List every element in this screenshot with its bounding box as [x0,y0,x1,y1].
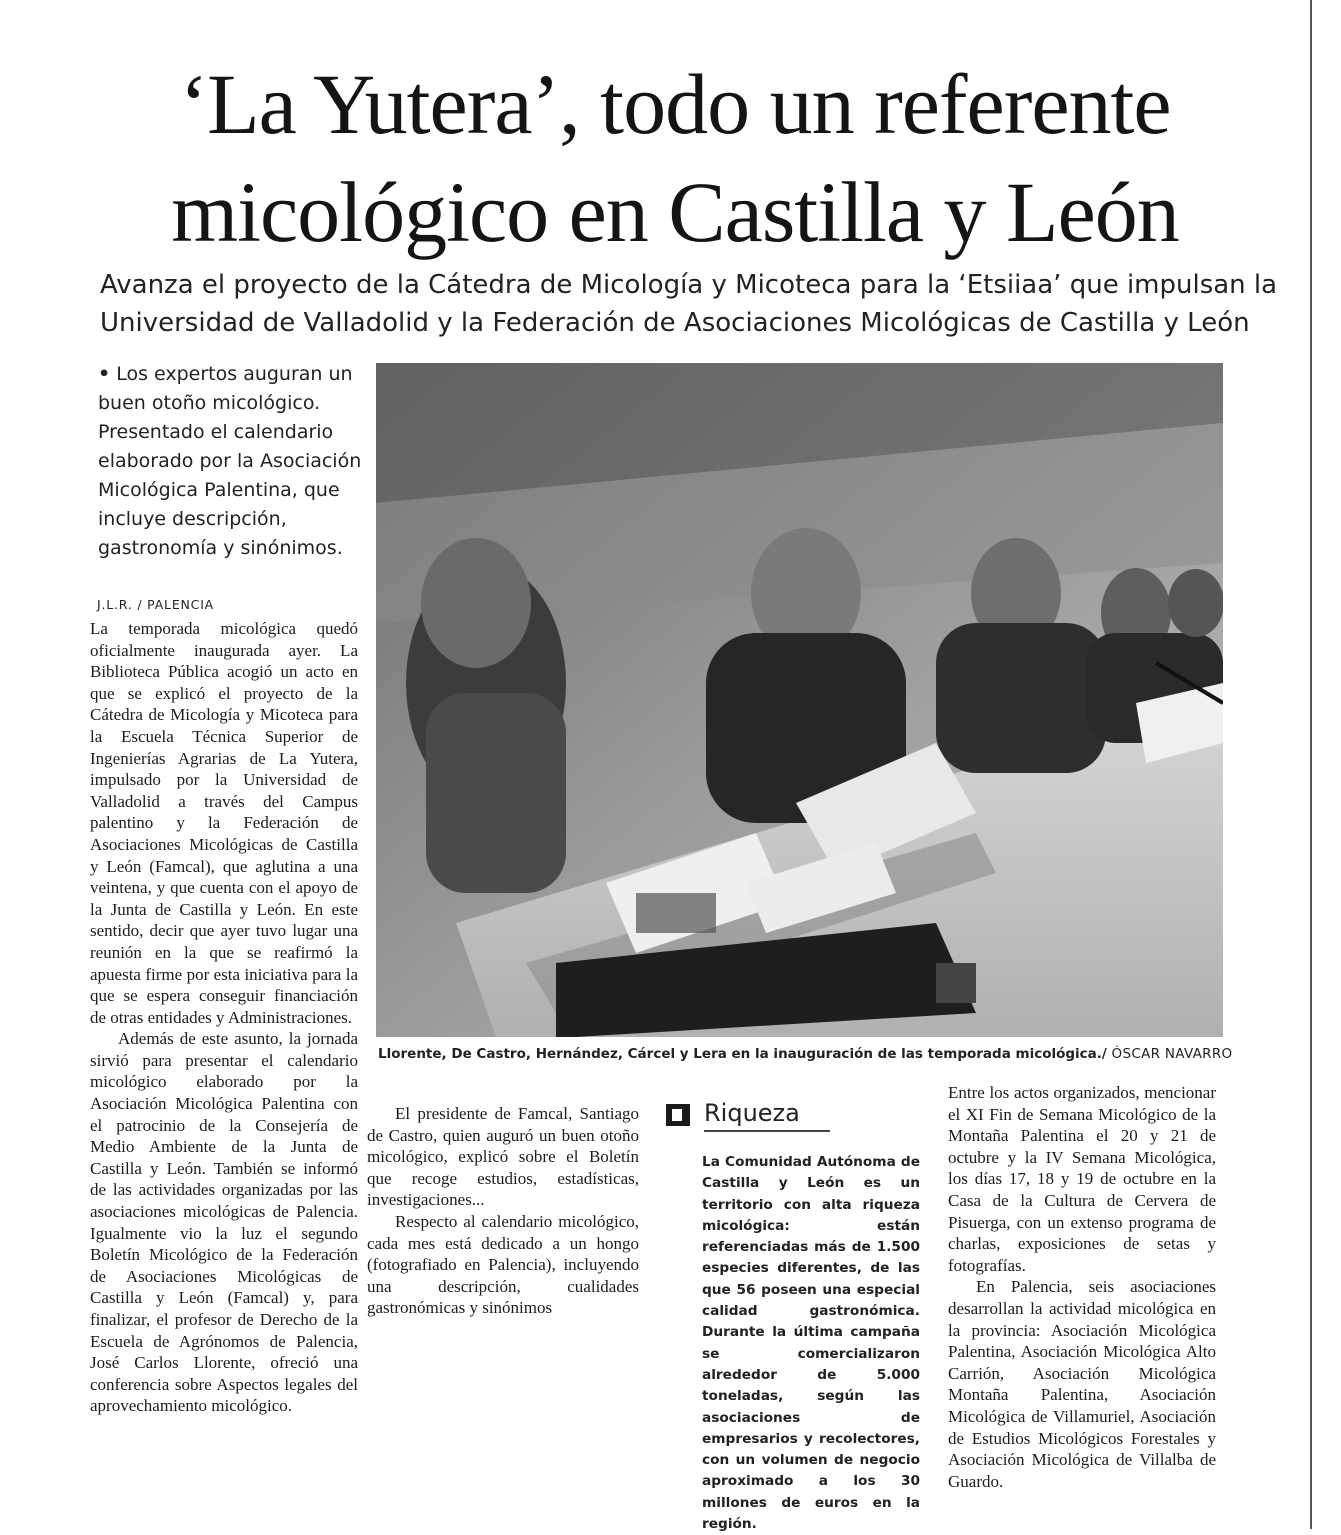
headline-line-1: ‘La Yutera’, todo un referente [179,56,1171,152]
article-paragraph-6: En Palencia, seis asociaciones desarrollan la actividad micológica en la provincia: Asociación Micológica Palentina, Asociación Micológica Alto Carrión, Asociación Micológica Montaña Palentina, Asociación Micológica de Villamuriel, Asociación de Estudios Micológicos Forestales y Asociación Micológica de Villalba de Guardo. [948,1277,1216,1491]
sidebar-box-rule [704,1130,830,1132]
lead-summary [98,360,368,563]
photo-credit: ÓSCAR NAVARRO [1111,1046,1233,1062]
sidebar-box-title: Riqueza [704,1099,800,1127]
lead-text: Los expertos auguran un buen otoño micológico. Presentado el calendario elaborado por la Asociación Micológica Palentina, que incluye descripción, gastronomía y sinónimos. [98,363,362,559]
article-paragraph-2: Además de este asunto, la jornada sirvió para presentar el calendario micológico elaborado por la Asociación Micológica Palentina con el patrocinio de la Consejería de Medio Ambiente de la Junta de Castilla y León. También se informó de las actividades organizadas por las asociaciones micológicas de Palencia. Igualmente vio la luz el segundo Boletín Micológico de la Federación de Asociaciones Micológicas de Castilla y León (Famcal) y, para finalizar, el profesor de Derecho de la Escuela de Agrónomos de Palencia, José Carlos Llorente, ofreció una conferencia sobre Aspectos legales del aprovechamiento micológico. [90,1029,358,1416]
article-paragraph-5: Entre los actos organizados, mencionar el XI Fin de Semana Micológico de la Montaña Palentina el 20 y 21 de octubre y la IV Semana Micológica, los días 17, 18 y 19 de octubre en la Casa de la Cultura de Cervera de Pisuerga, con un extenso programa de charlas, exposiciones de setas y fotografías. [948,1083,1216,1275]
article-paragraph-4: Respecto al calendario micológico, cada mes está dedicado a un hongo (fotografiado en Palencia), incluyendo una descripción, cualidades gastronómicas y sinónimos [367,1211,639,1318]
subheadline [100,266,1300,342]
photo-illustration [376,363,1223,1037]
article-column-1 [90,618,358,1417]
article-paragraph-1: La temporada micológica quedó oficialmente inaugurada ayer. La Biblioteca Pública acogió un acto en que se explicó el proyecto de la Cátedra de Micología y Micoteca para la Escuela Técnica Superior de Ingenierías Agrarias de La Yutera, impulsado por la Universidad de Valladolid a través del Campus palentino y la Federación de Asociaciones Micológicas de Castilla y León (Famcal), que aglutina a una veintena, y que cuenta con el apoyo de la Junta de Castilla y León. En este sentido, decir que ayer tuvo lugar una reunión en la que se reafirmó la apuesta firme por esta iniciativa para la que se espera conseguir financiación de otras entidades y Administraciones. [90,619,358,1027]
lead-bullet: • [98,363,111,385]
subheadline-line-2: Universidad de Valladolid y la Federación de Asociaciones Micológicas de Castilla y León [100,308,1250,338]
event-photo [376,363,1223,1037]
photo-caption [378,1046,1258,1062]
caption-text: Llorente, De Castro, Hernández, Cárcel y Lera en la inauguración de las temporada micológica./ [378,1046,1107,1062]
headline-line-2: micológico en Castilla y León [171,164,1179,260]
section-marker-icon [666,1104,690,1126]
sidebar-box-body: La Comunidad Autónoma de Castilla y León es un territorio con alta riqueza micológica: están referenciadas más de 1.500 especies diferentes, de las que 56 poseen una especial calidad gastronómica. Durante la última campaña se comercializaron alrededor de 5.000 toneladas, según las asociaciones de empresarios y recolectores, con un volumen de negocio aproximado a los 30 millones de euros en la región. [702,1154,920,1533]
byline: J.L.R. / PALENCIA [97,597,215,612]
subheadline-line-1: Avanza el proyecto de la Cátedra de Micología y Micoteca para la ‘Etsiiaa’ que impulsan la [100,270,1278,300]
article-column-4 [948,1082,1216,1492]
page-edge-rule [1310,0,1312,1529]
article-paragraph-3: El presidente de Famcal, Santiago de Castro, quien auguró un buen otoño micológico, explicó sobre el Boletín que recoge estudios, estadísticas, investigaciones... [367,1104,639,1210]
article-column-2 [367,1103,639,1319]
headline [60,50,1290,266]
